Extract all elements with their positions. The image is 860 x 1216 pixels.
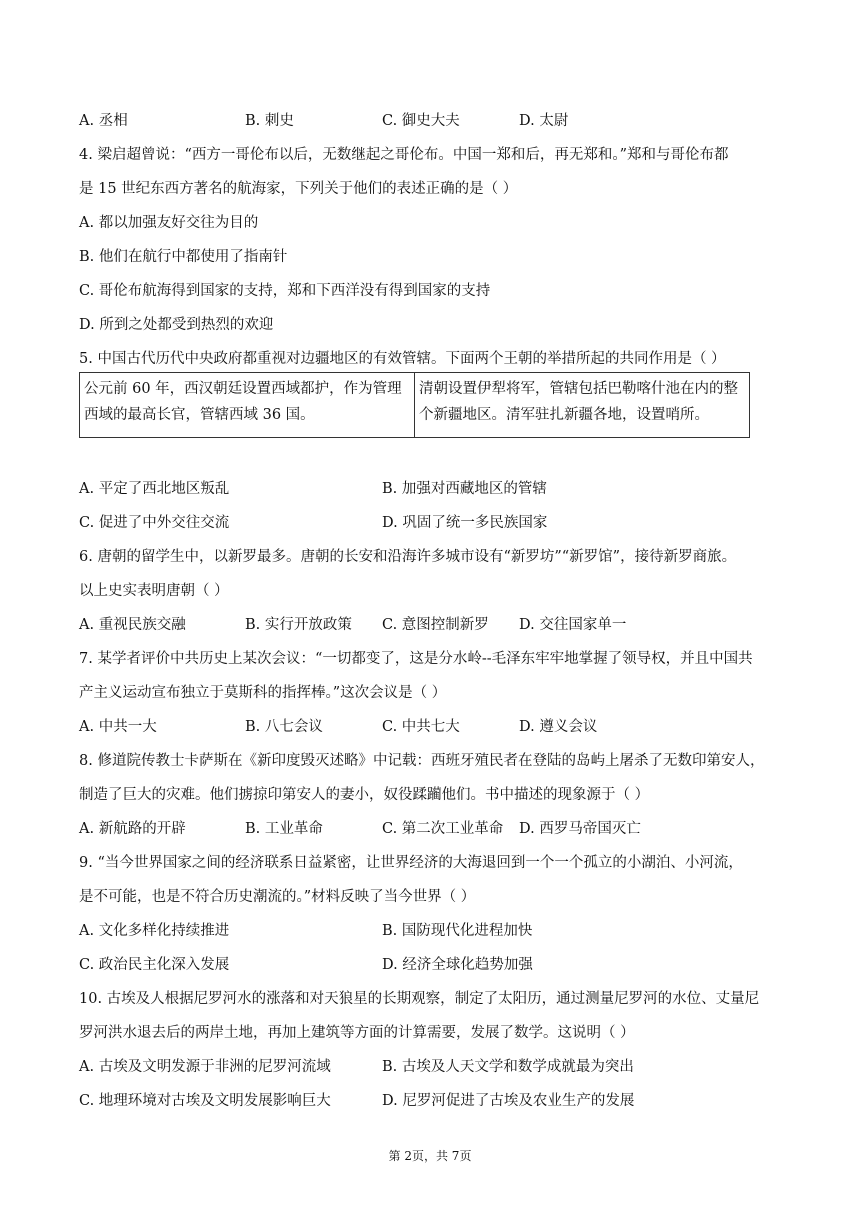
q7-option-a: A. 中共一大 (79, 719, 157, 735)
q9-option-c: C. 政治民主化深入发展 (79, 957, 230, 973)
q5-option-b: B. 加强对西藏地区的管辖 (382, 481, 547, 497)
q6-option-b: B. 实行开放政策 (245, 617, 352, 633)
q5-stem: 5. 中国古代历代中央政府都重视对边疆地区的有效管辖。下面两个王朝的举措所起的共同作用是（ ） (79, 351, 726, 367)
q8-stem-line1: 8. 修道院传教士卡萨斯在《新印度毁灭述略》中记载：西班牙殖民者在登陆的岛屿上屠杀了无数印第安人， (79, 753, 765, 769)
q10-option-c: C. 地理环境对古埃及文明发展影响巨大 (79, 1093, 331, 1109)
q8-option-b: B. 工业革命 (245, 821, 323, 837)
q6-option-d: D. 交往国家单一 (519, 617, 627, 633)
q3-option-b: B. 刺史 (245, 113, 294, 129)
q10-option-a: A. 古埃及文明发源于非洲的尼罗河流域 (79, 1059, 331, 1075)
q10-option-b: B. 古埃及人天文学和数学成就最为突出 (382, 1059, 634, 1075)
q3-option-d: D. 太尉 (519, 113, 569, 129)
q9-option-d: D. 经济全球化趋势加强 (382, 957, 533, 973)
q4-option-d: D. 所到之处都受到热烈的欢迎 (79, 317, 274, 333)
q10-stem-line2: 罗河洪水退去后的两岸土地，再加上建筑等方面的计算需要，发展了数学。这说明（ ） (79, 1025, 635, 1041)
q9-option-b: B. 国防现代化进程加快 (382, 923, 533, 939)
q6-option-a: A. 重视民族交融 (79, 617, 186, 633)
q5-cell-right-line1: 清朝设置伊犁将军，管辖包括巴勒喀什池在内的整 (419, 381, 738, 397)
q3-option-a: A. 丞相 (79, 113, 128, 129)
q4-stem-line1: 4. 梁启超曾说：“西方一哥伦布以后，无数继起之哥伦布。中国一郑和后，再无郑和。”郑和与哥伦布都 (79, 147, 729, 163)
q5-option-a: A. 平定了西北地区叛乱 (79, 481, 230, 497)
q6-stem-line1: 6. 唐朝的留学生中，以新罗最多。唐朝的长安和沿海许多城市设有“新罗坊”“新罗馆”，接待新罗商旅。 (79, 549, 737, 565)
q6-option-c: C. 意图控制新罗 (382, 617, 489, 633)
q4-option-a: A. 都以加强友好交往为目的 (79, 215, 259, 231)
q8-option-c: C. 第二次工业革命 (382, 821, 504, 837)
q5-option-c: C. 促进了中外交往交流 (79, 515, 230, 531)
q9-option-a: A. 文化多样化持续推进 (79, 923, 230, 939)
page-number: 第 2页，共 7页 (388, 1149, 472, 1163)
q10-stem-line1: 10. 古埃及人根据尼罗河水的涨落和对天狼星的长期观察，制定了太阳历，通过测量尼罗河的水位、丈量尼 (79, 991, 760, 1007)
q9-stem-line2: 是不可能，也是不符合历史潮流的。”材料反映了当今世界（ ） (79, 889, 476, 905)
q4-option-b: B. 他们在航行中都使用了指南针 (79, 249, 288, 265)
q7-option-c: C. 中共七大 (382, 719, 460, 735)
q8-option-a: A. 新航路的开辟 (79, 821, 186, 837)
q4-stem-line2: 是 15 世纪东西方著名的航海家，下列关于他们的表述正确的是（ ） (79, 181, 518, 197)
q6-stem-line2: 以上史实表明唐朝（ ） (79, 583, 229, 599)
q8-option-d: D. 西罗马帝国灭亡 (519, 821, 641, 837)
q7-stem-line2: 产主义运动宣布独立于莫斯科的指挥棒。”这次会议是（ ） (79, 685, 447, 701)
q3-option-c: C. 御史大夫 (382, 113, 460, 129)
q5-material-table (79, 372, 750, 438)
q5-cell-left-line2: 西域的最高长官，管辖西域 36 国。 (84, 407, 315, 423)
q4-option-c: C. 哥伦布航海得到国家的支持，郑和下西洋没有得到国家的支持 (79, 283, 491, 299)
q7-option-b: B. 八七会议 (245, 719, 323, 735)
q7-stem-line1: 7. 某学者评价中共历史上某次会议：“一切都变了，这是分水岭--毛泽东牢牢地掌握了领导权，并且中国共 (79, 651, 753, 667)
q5-cell-left-line1: 公元前 60 年，西汉朝廷设置西域都护，作为管理 (84, 381, 402, 397)
q8-stem-line2: 制造了巨大的灾难。他们掳掠印第安人的妻小，奴役蹂躏他们。书中描述的现象源于（ ） (79, 787, 650, 803)
q5-option-d: D. 巩固了统一多民族国家 (382, 515, 548, 531)
q5-cell-xihan (80, 373, 415, 438)
q7-option-d: D. 遵义会议 (519, 719, 598, 735)
q10-option-d: D. 尼罗河促进了古埃及农业生产的发展 (382, 1093, 635, 1109)
q5-cell-qing (415, 373, 750, 438)
q9-stem-line1: 9. “当今世界国家之间的经济联系日益紧密，让世界经济的大海退回到一个一个孤立的小湖泊、小河流， (79, 855, 743, 871)
q5-cell-right-line2: 个新疆地区。清军驻扎新疆各地，设置哨所。 (419, 407, 709, 423)
